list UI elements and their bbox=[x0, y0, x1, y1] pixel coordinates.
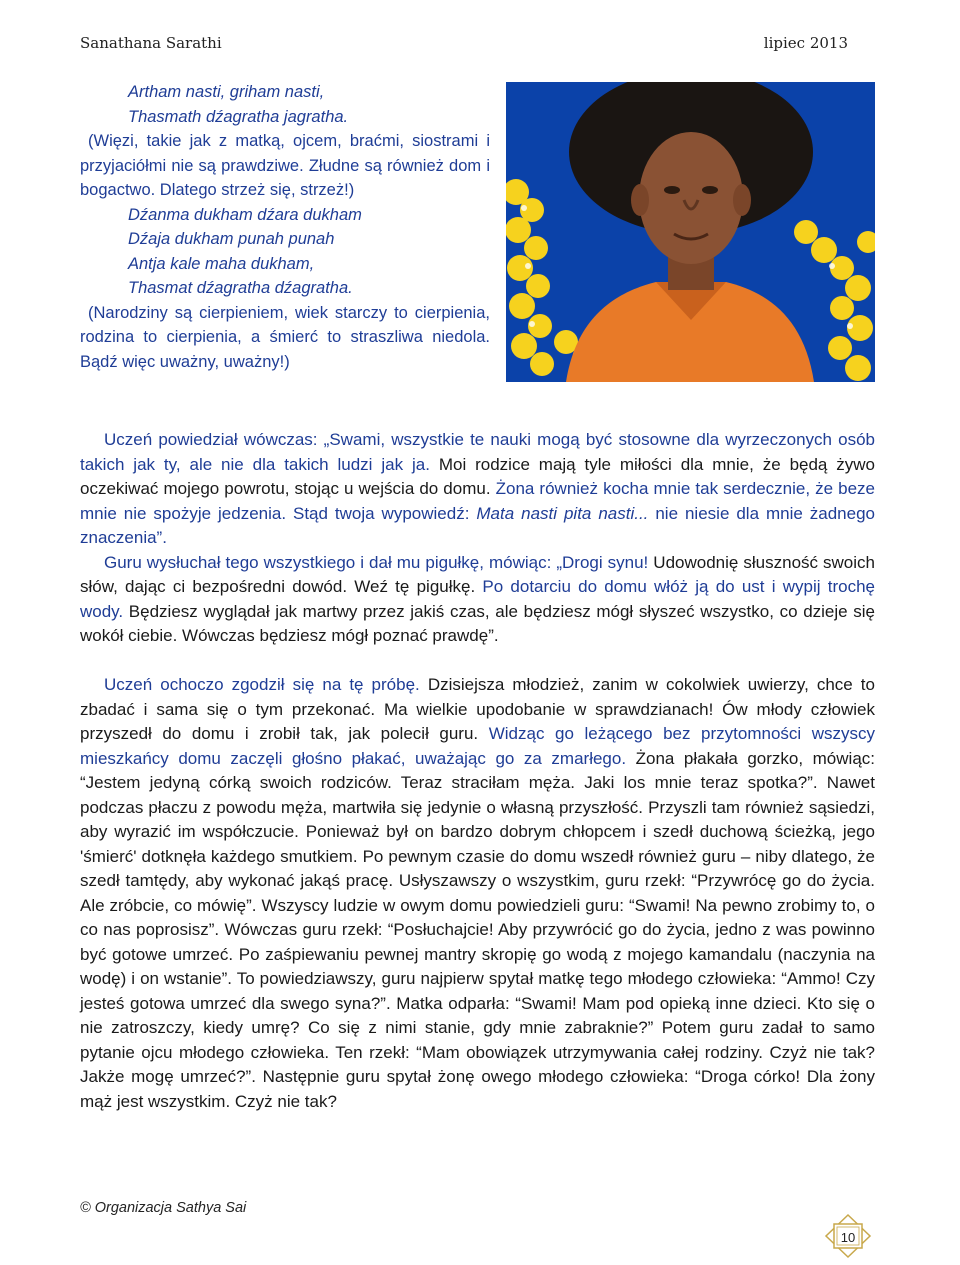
magazine-title: Sanathana Sarathi bbox=[80, 34, 222, 52]
paragraph bbox=[80, 428, 875, 551]
issue-date: lipiec 2013 bbox=[763, 34, 848, 52]
text-run: Widząc go leżącego bez przytomności wszyscy mieszkańcy domu zaczęli głośno płakać, uważając go za zmarłego. bbox=[80, 724, 876, 768]
text-run: Uczeń powiedział wówczas: „Swami, wszystkie te nauki mogą być stosowne dla wyrzeczonych osób takich jak ty, ale nie dla takich ludzi jak ja. bbox=[80, 430, 875, 474]
text-run: Żona płakała gorzko, mówiąc: “Jestem jedyną córką swoich rodziców. Teraz straciłam męża. Jaki los mnie teraz spotka?”. Nawet podczas płaczu z powodu męża, martwiła się jedynie o własną przyszłość. Przyszli tam również sąsiedzi, aby wyrazić im współczucie. Ponieważ był on bardzo dobrym chłopcem i szedł duchową ścieżką, jego 'śmierć' dotknęła każdego smutkiem. Po pewnym czasie do domu wszedł również guru – niby dlatego, że szedł tamtędy, aby wykonać jakąś pracę. Usłyszawszy o wszystkim, guru rzekł: “Przywrócę go do życia. Ale zróbcie, co mówię”. Wszyscy ludzie w owym domu powiedzieli guru: “Swami! Na pewno zrobimy to, o co nas poprosisz”. Wówczas guru rzekł: “Posłuchajcie! Aby przywrócić go do życia, jedno z was powinno być gotowe umrzeć. Po zaśpiewaniu pewnej mantry skropię go wodą z mojego kamandalu (naczynia na wodę) i on wstanie”. To powiedziawszy, guru najpierw spytał matkę tego młodego człowieka: “Ammo! Czy jesteś gotowa umrzeć dla swego syna?”. Matka odparła: “Swami! Mam pod opieką inne dzieci. Kto się o nie zatroszczy, kiedy umrę? Co się z nimi stanie, gdy mnie zabraknie?” Potem guru zadał to samo pytanie ojcu młodego człowieka. Ten rzekł: “Mam obowiązek utrzymywania całej rodziny. Czyż nie tak? Jakże mogę umrzeć?”. Następnie guru spytał żonę owego młodego człowieka: “Droga córko! Dla żony mąż jest wszystkim. Czyż nie tak? bbox=[80, 748, 875, 1111]
text-run: Uczeń ochoczo zgodził się na tę próbę. bbox=[104, 675, 420, 694]
paragraph bbox=[80, 673, 875, 1114]
text-run: nie niesie dla mnie żadnego znaczenia”. bbox=[80, 503, 875, 547]
copyright-footer: © Organizacja Sathya Sai bbox=[80, 1200, 247, 1216]
verse-translation: (Więzi, takie jak z matką, ojcem, braćmi, siostrami i przyjaciółmi nie są prawdziwe. Złudne są również dom i bogactwo. Dlatego strzeż się, strzeż!) bbox=[80, 132, 490, 199]
verse-line: Antja kale maha dukham, bbox=[128, 254, 315, 273]
text-run: Dzisiejsza młodzież, zanim w cokolwiek uwierzy, chce to zbadać i sama się o tym przekonać. Ma wielkie upodobanie w sprawdzianach! Ów młody człowiek przyszedł do domu i zrobił tak, jak polecił guru. bbox=[80, 675, 875, 743]
page-number: 10 bbox=[840, 1230, 856, 1245]
text-run: Po dotarciu do domu włóż ją do ust i wypij trochę wody. bbox=[80, 577, 875, 621]
paragraph bbox=[80, 551, 875, 649]
page-number-badge bbox=[822, 1213, 874, 1259]
text-run: Moi rodzice mają tyle miłości dla mnie, że będą żywo oczekiwać mojego powrotu, stojąc u wejścia do domu. bbox=[80, 454, 876, 498]
text-run: Guru wysłuchał tego wszystkiego i dał mu pigułkę, mówiąc: „Drogi synu! bbox=[104, 552, 649, 572]
portrait-photo bbox=[506, 82, 875, 382]
verse-line: Dźanma dukham dźara dukham bbox=[128, 205, 362, 224]
verse-line: Thasmat dźagratha dźagratha. bbox=[128, 279, 353, 297]
portrait-photo-icon bbox=[506, 82, 875, 382]
verse-line: Artham nasti, griham nasti, bbox=[128, 83, 325, 101]
verse-line: Dźaja dukham punah punah bbox=[128, 230, 335, 248]
text-run-italic: Mata nasti pita nasti... bbox=[476, 503, 649, 523]
text-run: Będziesz wyglądał jak martwy przez jakiś czas, ale będziesz mógł słyszeć wszystko, co dzieje się wokół ciebie. Wówczas będziesz mógł poznać prawdę”. bbox=[80, 601, 875, 645]
text-run: Żona również kocha mnie tak serdecznie, że beze mnie nie spożyje jedzenia. Stąd twoja wypowiedź: bbox=[80, 479, 875, 523]
intro-verse-block bbox=[80, 80, 490, 374]
text-run: Udowodnię słuszność swoich słów, dając ci bezpośredni dowód. Weź tę pigułkę. bbox=[80, 552, 875, 596]
verse-line: Thasmath dźagratha jagratha. bbox=[128, 107, 349, 126]
page-header bbox=[80, 30, 848, 56]
verse-translation: (Narodziny są cierpieniem, wiek starczy to cierpienia, rodzina to cierpienia, a śmierć to straszliwa niedola. Bądź więc uważny, uważny!) bbox=[80, 303, 490, 371]
article-body bbox=[80, 428, 875, 1114]
